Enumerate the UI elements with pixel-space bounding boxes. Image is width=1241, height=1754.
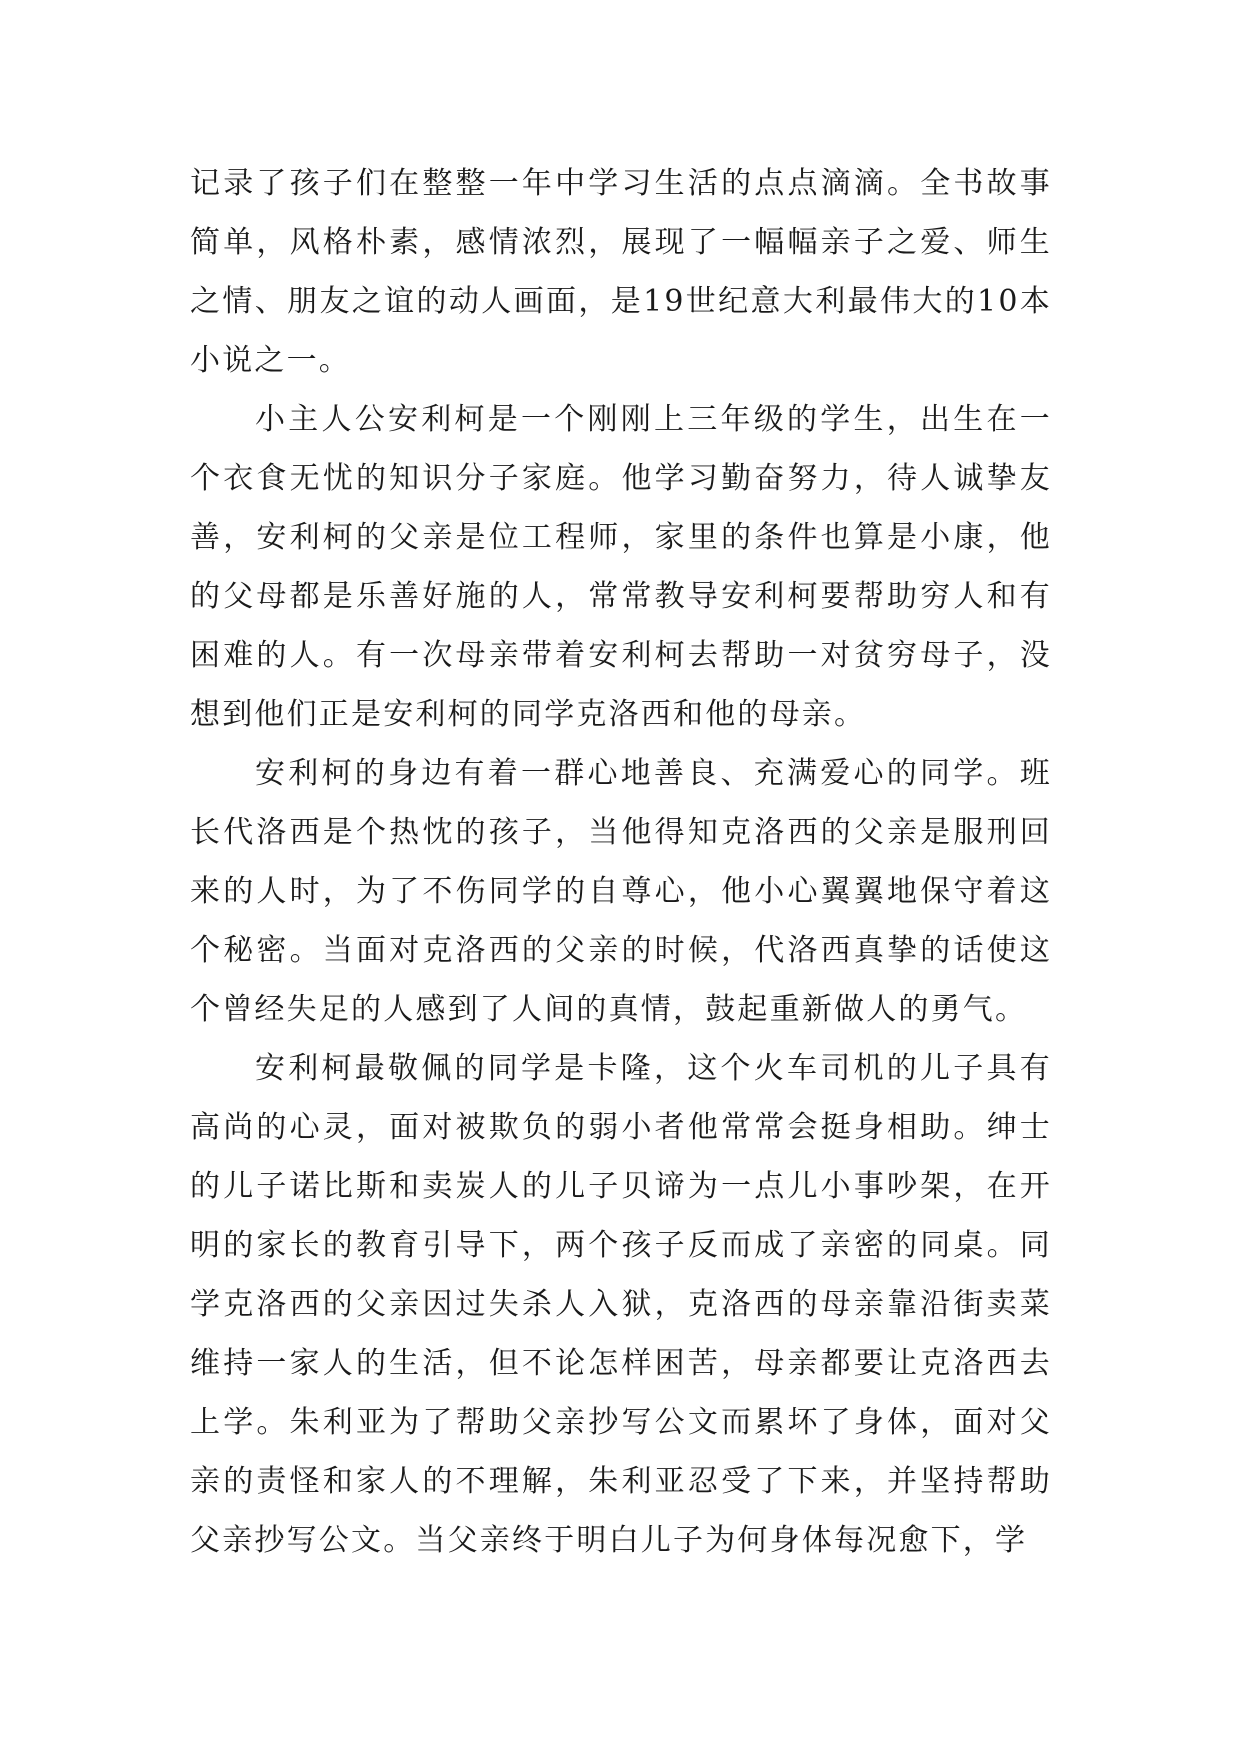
paragraph-3: 安利柯的身边有着一群心地善良、充满爱心的同学。班长代洛西是个热忱的孩子，当他得知克洛西的父亲是服刑回来的人时，为了不伤同学的自尊心，他小心翼翼地保守着这个秘密。当面对克洛西的父亲的时候，代洛西真挚的话使这个曾经失足的人感到了人间的真情，鼓起重新做人的勇气。 xyxy=(190,756,1052,1027)
paragraph-1: 记录了孩子们在整整一年中学习生活的点点滴滴。全书故事简单，风格朴素，感情浓烈，展现了一幅幅亲子之爱、师生之情、朋友之谊的动人画面，是19世纪意大利最伟大的10本小说之一。 xyxy=(190,166,1052,378)
paragraph-2: 小主人公安利柯是一个刚刚上三年级的学生，出生在一个衣食无忧的知识分子家庭。他学习勤奋努力，待人诚挚友善，安利柯的父亲是位工程师，家里的条件也算是小康，他的父母都是乐善好施的人，常常教导安利柯要帮助穷人和有困难的人。有一次母亲带着安利柯去帮助一对贫穷母子，没想到他们正是安利柯的同学克洛西和他的母亲。 xyxy=(190,402,1052,732)
body-text xyxy=(190,154,1052,1570)
paragraph-4: 安利柯最敬佩的同学是卡隆，这个火车司机的儿子具有高尚的心灵，面对被欺负的弱小者他常常会挺身相助。绅士的儿子诺比斯和卖炭人的儿子贝谛为一点儿小事吵架，在开明的家长的教育引导下，两个孩子反而成了亲密的同桌。同学克洛西的父亲因过失杀人入狱，克洛西的母亲靠沿街卖菜维持一家人的生活，但不论怎样困苦，母亲都要让克洛西去上学。朱利亚为了帮助父亲抄写公文而累坏了身体，面对父亲的责怪和家人的不理解，朱利亚忍受了下来，并坚持帮助父亲抄写公文。当父亲终于明白儿子为何身体每况愈下，学 xyxy=(190,1051,1052,1558)
